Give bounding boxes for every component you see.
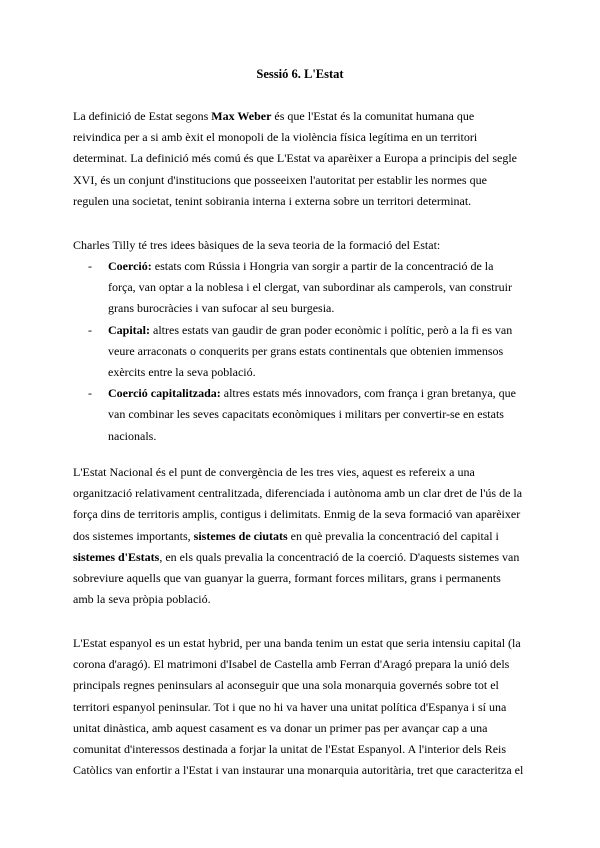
text-line: Charles Tilly té tres idees bàsiques de la seva teoria de la formació del Estat: [73,238,441,252]
text-line: veure arraconats o conquerits per grans estats continentals que obtenien immensos [108,343,504,358]
text-line: sobreviure aquells que van guanyar la guerra, formant forces militars, grans i permanents [73,570,501,585]
text-line: Capital: altres estats van gaudir de gran poder econòmic i polític, però a la fi es van [108,322,513,337]
paragraph-weber [73,106,531,212]
text-line: força dins de territoris amplis, contigus i delimitats. Enmig de la seva formació van aparèixer [73,507,521,522]
text-line: reivindica per a si amb èxit el monopoli de la violència física legítima en un territori [73,130,478,145]
text-line: territori espanyol peninsular. Tot i que no hi va haver una unitat política d'Espanya i sí una [73,699,507,714]
text-line: exèrcits entre la seva població. [108,364,256,379]
text-line: regulen una societat, tenint sobirania interna i externa sobre un territori determinat. [73,193,472,208]
text-line: dos sistemes importants, sistemes de ciutats en què prevalia la concentració del capital i [73,528,499,543]
bold-term: Capital: [108,322,150,337]
text-line: nacionals. [108,428,157,443]
text-line: XVI, és un conjunt d'institucions que posseeixen l'autoritat per establir les normes que [73,172,487,187]
bullet-dash: - [88,259,92,273]
text-line: principals regnes peninsulars al aconseguir que una sola monarquia governés sobre tot el [73,678,499,693]
bold-term: Coerció capitalitzada: [108,386,221,401]
text-line: L'Estat Nacional és el punt de convergència de les tres vies, aquest es refereix a una [73,465,475,479]
page-title: Sessió 6. L'Estat [256,67,344,81]
text-line: van combinar les seves capacitats econòmiques i militars per convertir-se en estats [108,407,504,422]
bullet-dash: - [88,386,92,401]
paragraph-tilly-intro [73,235,531,256]
text-line: La definició de Estat segons Max Weber és que l'Estat és la comunitat humana que [73,109,475,123]
text-line: Coerció: estats com Rússia i Hongria van sorgir a partir de la concentració de la [108,259,494,273]
bold-term: sistemes de ciutats [193,528,288,543]
text-line: grans burocràcies i van sufocar al seu burgesia. [108,301,335,316]
text-line: unitat dinàstica, amb aquest casament es va donar un primer pas per avançar cap a una [73,720,488,735]
text-line: amb la seva pròpia població. [73,592,211,607]
text-line: Coerció capitalitzada: altres estats més innovadors, com frança i gran bretanya, que [108,386,516,401]
text-line: comunitat d'interessos destinada a forjar la unitat de l'Estat Espanyol. A l'interior dels Reis [73,741,507,756]
list-item [73,256,533,320]
bold-term: Coerció: [108,259,152,273]
list-item [73,383,533,447]
list-item [73,320,533,384]
text-line: organització relativament centralitzada, diferenciada i autònoma amb un clar dret de l'ús de la [73,486,523,501]
text-line: Catòlics van enfortir a l'Estat i van instaurar una monarquia autoritària, tret que caracteritza el [73,763,524,778]
text-line: determinat. La definició més comú és que L'Estat va aparèixer a Europa a principis del segle [73,151,517,166]
bullet-dash: - [88,322,92,337]
paragraph-estat-espanyol [73,633,531,781]
text-line: corona d'aragó). El matrimoni d'Isabel de Castella amb Ferran d'Aragó prepara la unió dels [73,657,510,672]
paragraph-estat-nacional [73,462,531,610]
bold-term: Max Weber [211,109,272,123]
tilly-list [73,256,533,447]
bold-term: sistemes d'Estats [73,549,160,564]
text-line: L'Estat espanyol es un estat hybrid, per una banda tenim un estat que seria intensiu capital (la [73,636,521,650]
text-line: sistemes d'Estats, en els quals prevalia la concentració de la coerció. D'aquests sistemes van [73,549,520,564]
text-line: força, van optar a la noblesa i el clergat, van subordinar als camperols, van construir [108,280,512,295]
